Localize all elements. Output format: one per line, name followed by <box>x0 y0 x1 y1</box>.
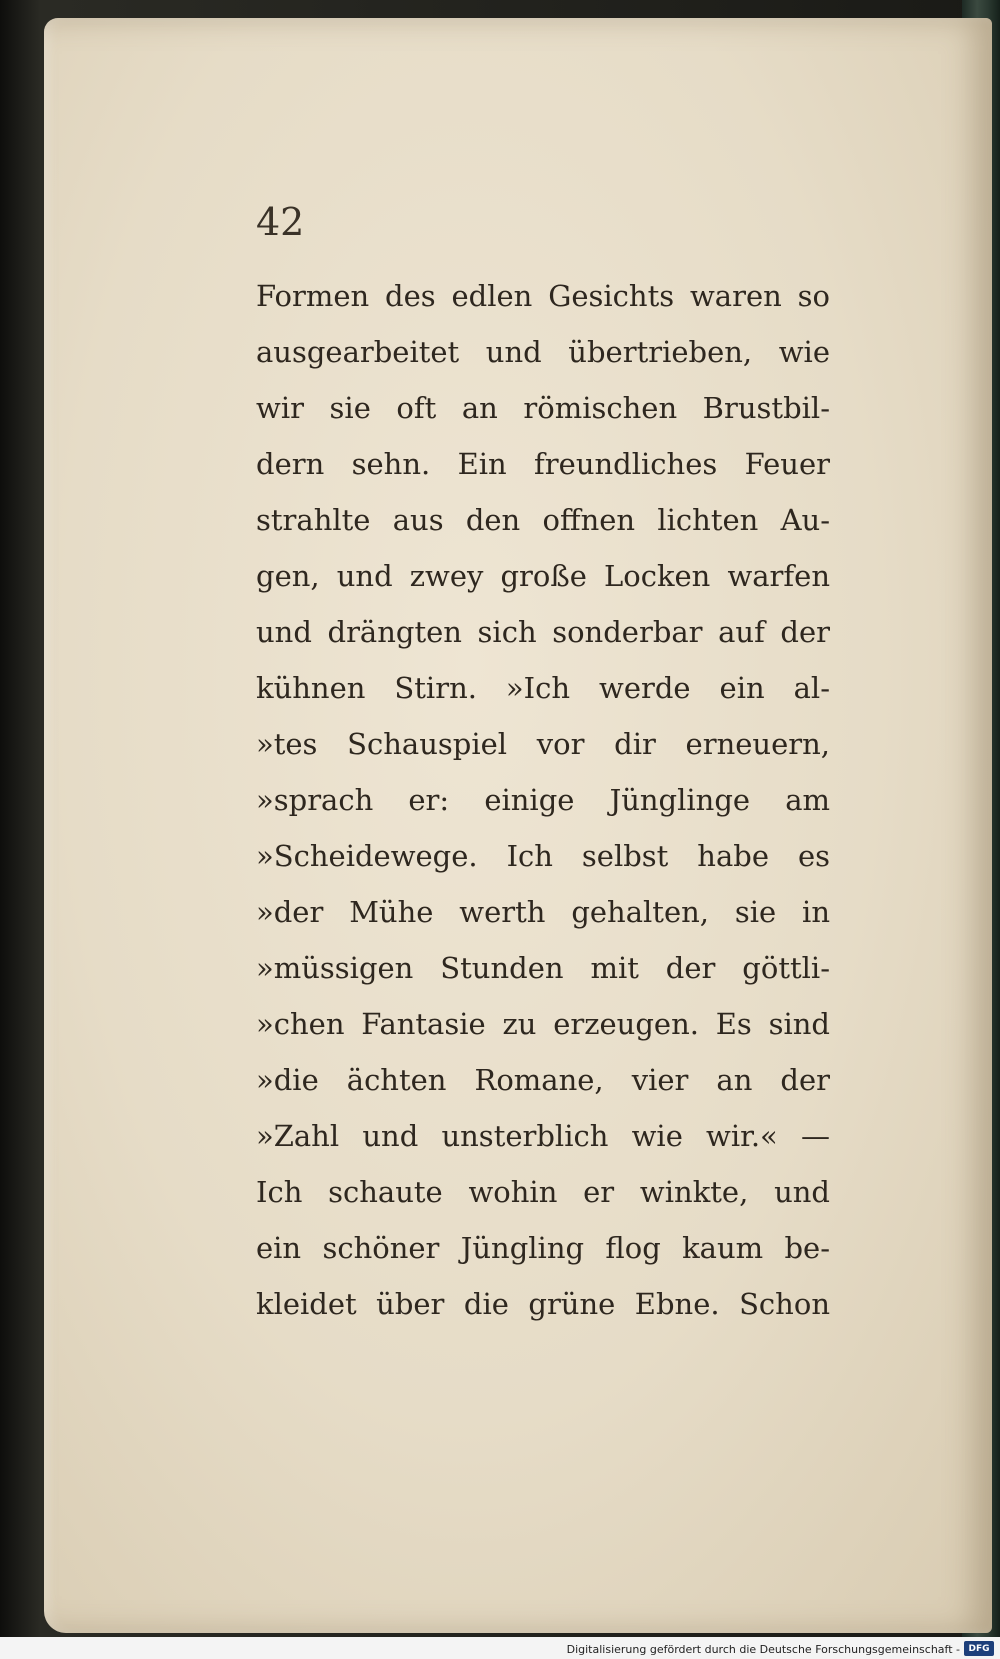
footer-bar <box>0 1637 1000 1659</box>
text-line: dern sehn. Ein freundliches Feuer <box>256 447 830 481</box>
text-line: ein schöner Jüngling flog kaum be- <box>256 1231 830 1265</box>
text-line: »Zahl und unsterblich wie wir.« — <box>256 1119 830 1153</box>
text-line: »der Mühe werth gehalten, sie in <box>256 895 830 929</box>
text-line: ausgearbeitet und übertrieben, wie <box>256 335 830 369</box>
text-line: strahlte aus den offnen lichten Au- <box>256 503 830 537</box>
text-line: »sprach er: einige Jünglinge am <box>256 783 830 817</box>
text-line: »chen Fantasie zu erzeugen. Es sind <box>256 1007 830 1041</box>
text-line: »die ächten Romane, vier an der <box>256 1063 830 1097</box>
text-line: »tes Schauspiel vor dir erneuern, <box>256 727 830 761</box>
text-line: »müssigen Stunden mit der göttli- <box>256 951 830 985</box>
page-number: 42 <box>256 200 305 244</box>
text-line: wir sie oft an römischen Brustbil- <box>256 391 830 425</box>
dfg-logo-icon: DFG <box>964 1641 994 1656</box>
text-line: gen, und zwey große Locken warfen <box>256 559 830 593</box>
funding-credit: Digitalisierung gefördert durch die Deutsche Forschungsgemeinschaft - <box>566 1643 960 1656</box>
text-line: und drängten sich sonderbar auf der <box>256 615 830 649</box>
text-line: kleidet über die grüne Ebne. Schon <box>256 1287 830 1321</box>
text-line: kühnen Stirn. »Ich werde ein al- <box>256 671 830 705</box>
text-line: Formen des edlen Gesichts waren so <box>256 279 830 313</box>
text-line: Ich schaute wohin er winkte, und <box>256 1175 830 1209</box>
page-text <box>256 268 830 1332</box>
text-line: »Scheidewege. Ich selbst habe es <box>256 839 830 873</box>
